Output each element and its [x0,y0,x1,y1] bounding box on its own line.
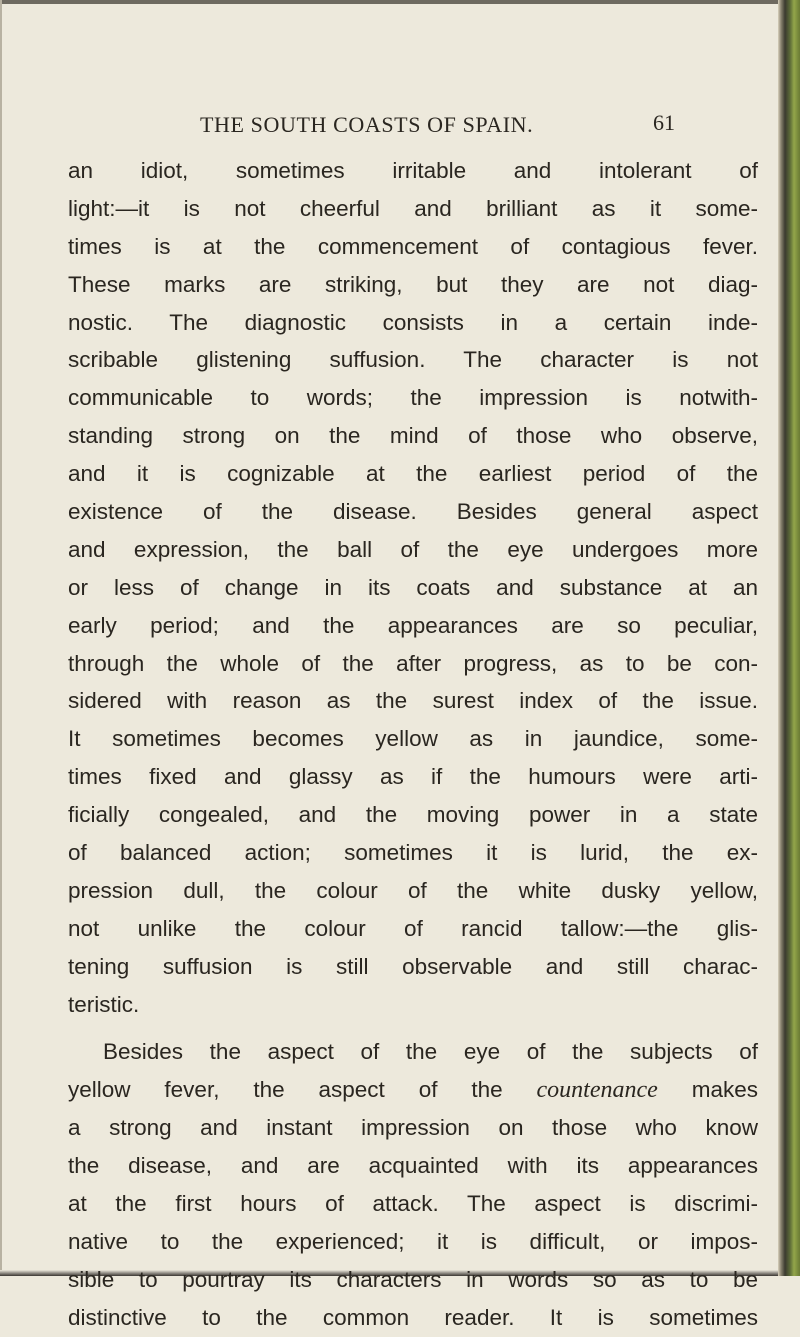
text-line: the disease, and are acquainted with its appearances [68,1153,758,1179]
body-text [68,152,758,1337]
text-line: nostic. The diagnostic consists in a certain inde- [68,309,758,335]
text-line: through the whole of the after progress, as to be con- [68,650,758,676]
text-line: native to the experienced; it is difficult, or impos- [68,1228,758,1254]
italic-word: countenance [536,1077,658,1104]
page-left-edge [0,0,2,1276]
book-binding-edge [778,0,800,1276]
paragraph-gap [68,1023,758,1033]
text-line: scribable glistening suffusion. The character is not [68,347,758,373]
text-line: pression dull, the colour of the white dusky yellow, [68,877,758,903]
text-line: a strong and instant impression on those who know [68,1115,758,1141]
text-line: early period; and the appearances are so peculiar, [68,612,758,638]
running-header: THE SOUTH COASTS OF SPAIN. [200,112,534,137]
paragraph-1 [68,152,758,1023]
text-run: makes [657,1077,758,1103]
paragraph-2-rest [68,1109,758,1336]
text-line: These marks are striking, but they are not diag- [68,271,758,297]
text-line: and expression, the ball of the eye undergoes more [68,536,758,562]
text-line: standing strong on the mind of those who observe, [68,423,758,449]
text-run: yellow fever, the aspect of the [68,1077,537,1103]
text-line: at the first hours of attack. The aspect is discrimi- [68,1191,758,1217]
text-line: Besides the aspect of the eye of the subjects of [103,1039,758,1065]
page-number: 61 [653,110,675,135]
text-line: sidered with reason as the surest index of the issue. [68,688,758,714]
page-top-edge [0,0,800,4]
paragraph-2 [68,1033,758,1336]
text-line: times fixed and glassy as if the humours were arti- [68,764,758,790]
text-line: and it is cognizable at the earliest period of the [68,461,758,487]
text-line: distinctive to the common reader. It is sometimes [68,1304,758,1330]
text-line: It sometimes becomes yellow as in jaundice, some- [68,726,758,752]
text-line: tening suffusion is still observable and still charac- [68,953,758,979]
text-line: an idiot, sometimes irritable and intolerant of [68,158,758,183]
text-line: communicable to words; the impression is notwith- [68,385,758,411]
text-line: teristic. [68,991,140,1017]
text-line: sible to pourtray its characters in words so as to be [68,1266,758,1292]
text-line: ficially congealed, and the moving power in a state [68,802,758,828]
text-line: times is at the commencement of contagious fever. [68,233,758,259]
text-line [68,1071,758,1109]
text-line: of balanced action; sometimes it is lurid, the ex- [68,840,758,866]
text-line: or less of change in its coats and substance at an [68,574,758,600]
text-line: light:—it is not cheerful and brilliant as it some- [68,195,758,221]
text-line: existence of the disease. Besides general aspect [68,499,758,525]
text-line: not unlike the colour of rancid tallow:—the glis- [68,915,758,941]
